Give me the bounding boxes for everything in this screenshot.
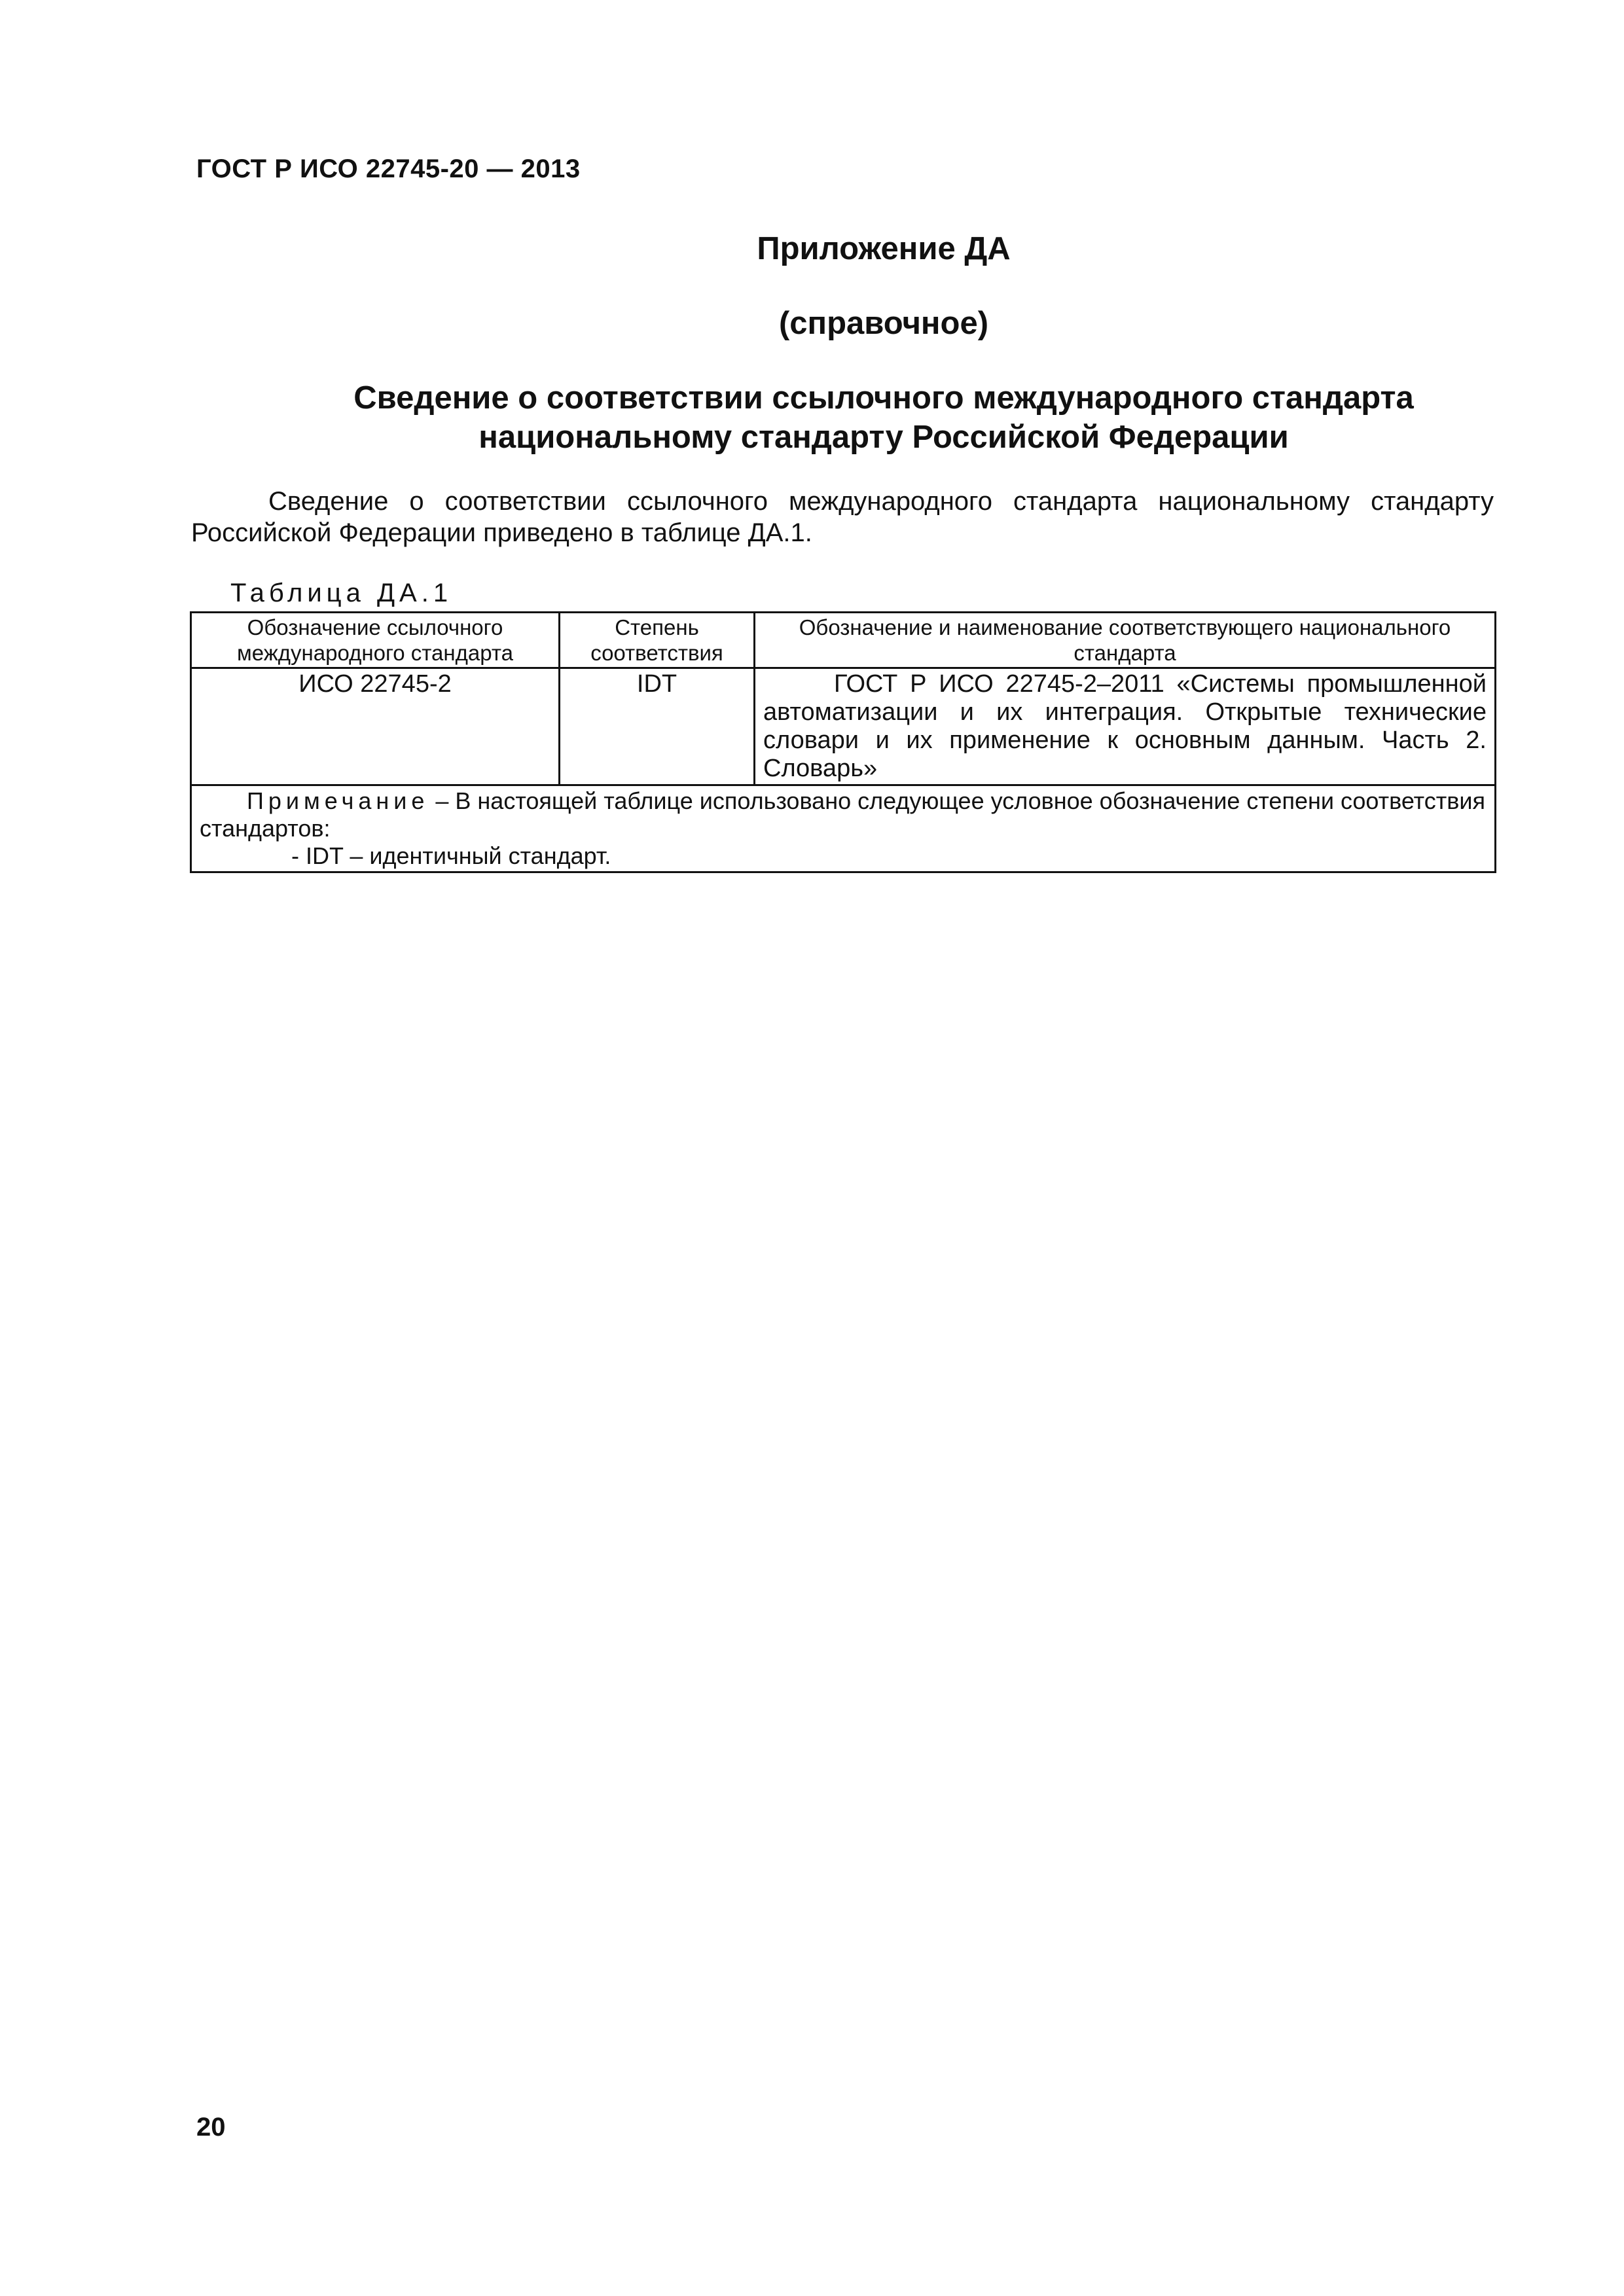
- header-reference-standard: Обозначение ссылочного международного стандарта: [191, 613, 560, 668]
- table-note: [191, 785, 1496, 872]
- table-caption: Таблица ДА.1: [230, 579, 453, 607]
- note-text: – В настоящей таблице использовано следующее условное обозначение степени соответствия стандартов:: [200, 787, 1485, 842]
- header-degree: Степень соответствия: [560, 613, 755, 668]
- note-text-block: [200, 787, 1485, 842]
- appendix-status: (справочное): [778, 306, 989, 341]
- table-note-row: [191, 785, 1496, 872]
- correspondence-table: [190, 611, 1496, 873]
- table-row: [191, 668, 1496, 785]
- page-number: 20: [196, 2113, 226, 2142]
- cell-reference-standard: ИСО 22745-2: [191, 668, 560, 785]
- cell-national-standard: ГОСТ Р ИСО 22745-2–2011 «Системы промышленной автоматизации и их интеграция. Открытые технические словари и их применение к основным данным. Часть 2. Словарь»: [755, 668, 1496, 785]
- appendix-heading-line1: Сведение о соответствии ссылочного международного стандарта: [353, 380, 1414, 416]
- note-label: Примечание: [247, 787, 429, 814]
- table-header-row: [191, 613, 1496, 668]
- intro-paragraph: Сведение о соответствии ссылочного международного стандарта национальному стандарту Российской Федерации приведено в таблице ДА.1.: [191, 487, 1494, 547]
- appendix-heading: [281, 378, 1486, 457]
- appendix-title: Приложение ДА: [757, 231, 1011, 266]
- header-national-standard: Обозначение и наименование соответствующего национального стандарта: [755, 613, 1496, 668]
- note-item: - IDT – идентичный стандарт.: [291, 842, 611, 869]
- cell-degree: IDT: [560, 668, 755, 785]
- appendix-heading-line2: национальному стандарту Российской Федерации: [478, 420, 1289, 455]
- document-code: ГОСТ Р ИСО 22745-20 — 2013: [196, 154, 581, 183]
